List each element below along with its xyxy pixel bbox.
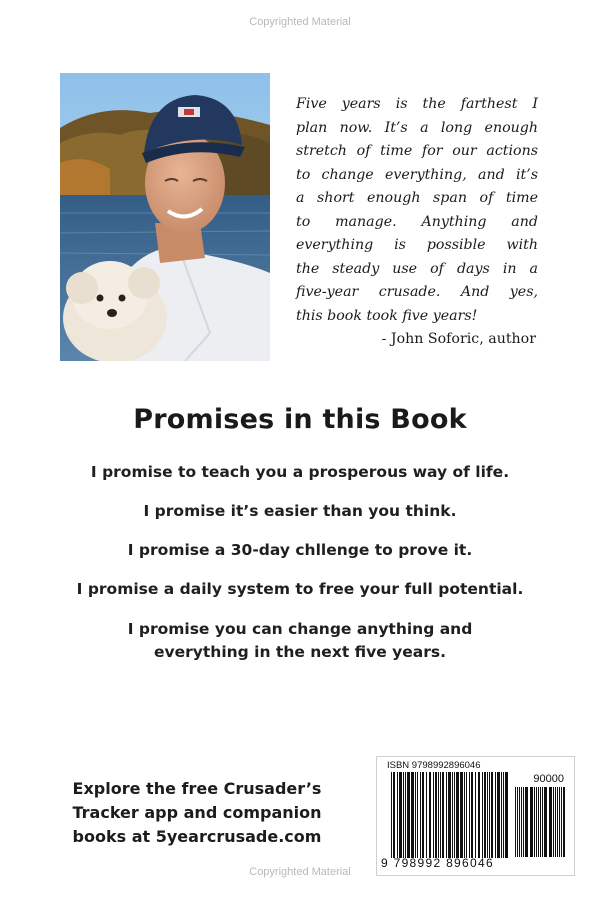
- promise-item: I promise it’s easier than you think.: [143, 502, 457, 520]
- barcode-bars: [391, 772, 509, 858]
- explore-line: Explore the free Crusader’s: [72, 779, 322, 798]
- explore-blurb: [52, 777, 342, 849]
- quote-line: Five years is the farthest I: [296, 96, 538, 112]
- quote-line: plan now. It’s a long enough: [296, 119, 538, 136]
- quote-line: everything is possible with: [296, 237, 538, 253]
- quote-line: a short enough span of time: [296, 190, 538, 206]
- isbn-barcode: [376, 756, 575, 876]
- explore-line: Tracker app and companion: [72, 803, 322, 822]
- quote-line: five-year crusade. And yes,: [296, 284, 538, 300]
- quote-attribution: - John Soforic, author: [381, 331, 536, 347]
- quote-line: the steady use of days in a: [296, 260, 538, 277]
- barcode-digits: 9 798992 896046: [381, 856, 494, 870]
- promises-heading: Promises in this Book: [133, 404, 467, 435]
- quote-line: to manage. Anything and: [296, 213, 538, 230]
- author-quote: [296, 93, 538, 352]
- price-barcode-bars: [515, 787, 565, 857]
- promise-item: I promise a 30-day chllenge to prove it.: [127, 541, 473, 559]
- author-photo: [60, 73, 270, 361]
- price-code: 90000: [533, 773, 564, 785]
- isbn-label: ISBN 9798992896046: [387, 760, 481, 771]
- copyright-watermark-bottom: Copyrighted Material: [249, 866, 351, 878]
- promise-item: I promise to teach you a prosperous way of life.: [90, 463, 510, 481]
- quote-line: to change everything, and it’s: [296, 166, 538, 183]
- quote-line: this book took five years!: [296, 307, 478, 324]
- quote-line: stretch of time for our actions: [296, 143, 538, 159]
- copyright-watermark-top: Copyrighted Material: [249, 16, 351, 28]
- explore-line: books at 5yearcrusade.com: [72, 827, 322, 846]
- promise-item: I promise you can change anything and: [127, 620, 473, 638]
- promise-item: I promise a daily system to free your full potential.: [76, 580, 524, 598]
- promise-item: everything in the next five years.: [154, 643, 446, 661]
